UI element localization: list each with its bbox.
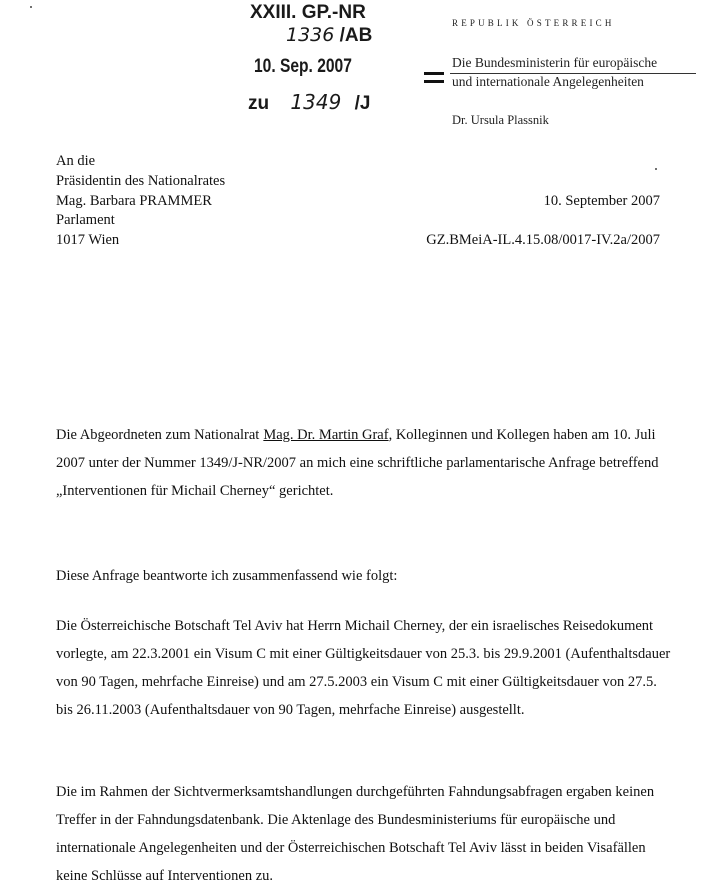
paragraph-text: Diese Anfrage beantworte ich zusammenfassend wie folgt:	[56, 568, 398, 584]
parliament-stamp-reference	[248, 90, 370, 115]
parliament-stamp-date: 10. Sep. 2007	[254, 56, 352, 77]
body-paragraph-2	[56, 562, 676, 590]
stamp-suffix: /AB	[339, 25, 373, 46]
body-paragraph-1	[56, 421, 676, 505]
reference-number: GZ.BMeiA-IL.4.15.08/0017-IV.2a/2007	[426, 232, 660, 248]
paragraph-text: Die im Rahmen der Sichtvermerksamtshandlungen durchgeführten Fahndungsabfragen ergaben keinen Treffer in der Fahndungsdatenbank. Die Aktenlage des Bundesministeriums für europäische und internationale Angelegenheiten und der Österreichischen Botschaft Tel Aviv lässt in beiden Visafällen keine Schlüsse auf Interventionen zu.	[56, 784, 655, 884]
underlined-name: Mag. Dr. Martin Graf	[263, 427, 389, 443]
letterhead-republic: REPUBLIK ÖSTERREICH	[452, 18, 615, 28]
recipient-line: An die	[56, 153, 96, 169]
scan-speck	[655, 168, 657, 170]
letter-date: 10. September 2007	[543, 193, 660, 209]
paragraph-text-end: , Kolleginnen und Kollegen haben am 10. Juli 2007 unter der Nummer 1349/J-NR/2007 an mich eine schriftliche parlamentarische Anfrage betreffend „Interventionen für Michail Cherney“ gerichtet.	[56, 427, 659, 499]
letterhead-dash-mark	[424, 72, 444, 75]
scan-speck	[30, 6, 32, 8]
recipient-line: Präsidentin des Nationalrates	[56, 173, 226, 189]
paragraph-text: Die Österreichische Botschaft Tel Aviv hat Herrn Michail Cherney, der ein israelisches Reisedokument vorlegte, am 22.3.2001 ein Visum C mit einer Gültigkeitsdauer von 25.3. bis 29.9.2001 (Aufenthaltsdauer von 90 Tagen, mehrfache Einreise) und am 27.5.2003 ein Visum C mit einer Gültigkeitsdauer von 27.5. bis 26.11.2003 (Aufenthaltsdauer von 90 Tagen, mehrfache Einreise) ausgestellt.	[56, 618, 671, 718]
letterhead-ministry-line2: und internationale Angelegenheiten	[452, 74, 644, 89]
handwritten-answer-number: 1336	[286, 24, 335, 46]
recipient-line: 1017 Wien	[56, 232, 120, 248]
paragraph-text-start: Die Abgeordneten zum Nationalrat	[56, 427, 260, 443]
recipient-line: Parlament	[56, 212, 115, 228]
handwritten-inquiry-number: 1349	[290, 90, 342, 114]
paragraph-text	[56, 421, 676, 505]
letterhead-dash-mark	[424, 80, 444, 83]
body-paragraph-4	[56, 778, 676, 890]
stamp-zu: zu	[248, 93, 270, 114]
parliament-stamp-gp: XXIII. GP.-NR	[250, 2, 366, 23]
recipient-line: Mag. Barbara PRAMMER	[56, 193, 212, 209]
letterhead-minister: Dr. Ursula Plassnik	[452, 113, 549, 127]
letterhead-ministry-line1: Die Bundesministerin für europäische	[452, 55, 658, 70]
parliament-stamp-number	[286, 24, 372, 47]
stamp-ref-suffix: /J	[354, 93, 371, 114]
body-paragraph-3	[56, 612, 676, 724]
